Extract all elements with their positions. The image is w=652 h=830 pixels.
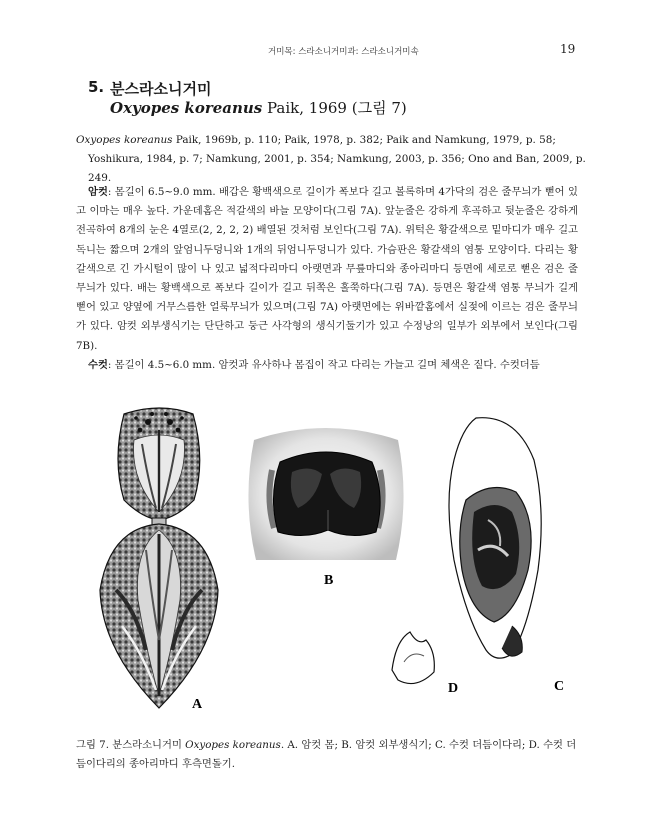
species-number: 5. (88, 78, 105, 96)
panel-label-c: C (554, 679, 565, 694)
synonymy-citations: Paik, 1969b, p. 110; Paik, 1978, p. 382; Paik and Namkung, 1979, p. 58; Yoshikura, 1984, p. 7; Namkung, 2001, p. 354; Namkung, 2003, p. 356; Ono and Ban, 2009, p. 249. (88, 134, 586, 184)
description (76, 183, 578, 375)
species-scientific-heading (110, 97, 407, 118)
panel-label-b: B (324, 573, 334, 588)
male-text: : 몸길이 4.5~6.0 mm. 암컷과 유사하나 몸집이 작고 다리는 가늘고 길며 체색은 짙다. 수컷더듬 (107, 358, 540, 371)
panel-a-female-body (100, 408, 218, 708)
panel-b-epigyne (248, 428, 403, 560)
figure-7 (76, 400, 578, 718)
species-scientific-name: Oxyopes koreanus (110, 99, 263, 117)
female-label: 암컷 (88, 186, 108, 198)
caption-prefix: 그림 7. 분스라소니거미 (76, 739, 186, 751)
panel-d-tibial-apophysis (392, 632, 434, 684)
running-head: 거미목: 스라소니거미과: 스라소니거미속 (268, 47, 419, 57)
synonymy-paragraph (76, 131, 588, 188)
female-paragraph (76, 183, 578, 356)
panel-label-d: D (448, 681, 459, 696)
male-label: 수컷 (88, 358, 108, 371)
synonymy-name: Oxyopes koreanus (76, 134, 173, 146)
female-text: : 몸길이 6.5~9.0 mm. 배갑은 황백색으로 길이가 폭보다 길고 볼록하며 4가닥의 검은 줄무늬가 뻗어 있고 이마는 매우 높다. 가운데홈은 적갈색의 바늘 모양이다(그림 7A). 앞눈줄은 강하게 후곡하고 뒷눈줄은 강하게 전곡하여 8개의 눈은 4열로(2, 2, 2, 2) 배열된 것처럼 보인다(그림 7A). 위턱은 황갈색으로 밑마디가 매우 길고 독니는 짧으며 2개의 앞엄니두덩니와 1개의 뒤엄니두덩니가 있다. 가슴판은 황갈색의 염통 모양이다. 다리는 황갈색으로 긴 가시털이 많이 나 있고 넓적다리마디 아랫면과 무릎마디와 종아리마디 등면에 세로로 뻗은 검은 줄무늬가 있다. 배는 황백색으로 폭보다 길이가 길고 뒤쪽은 홀쭉하다(그림 7A). 등면은 황갈색 염통 무늬가 길게 뻗어 있고 양옆에 거무스름한 얼룩무늬가 있으며(그림 7A) 아랫면에는 위바깥홈에서 실젖에 이르는 검은 줄무늬가 있다. 암컷 외부생식기는 단단하고 둥근 사각형의 생식기둘기가 있고 수정낭의 일부가 외부에서 보인다(그림 7B). (76, 186, 578, 352)
male-paragraph (76, 356, 578, 375)
caption-rest: . A. 암컷 몸; B. 암컷 외부생식기; C. 수컷 더듬이다리; D. 수컷 더듬이다리의 종아리마디 후측면돌기. (76, 739, 577, 770)
species-author-year: Paik, 1969 (그림 7) (262, 99, 407, 117)
panel-c-male-palp (449, 418, 541, 658)
figure-illustration (76, 400, 578, 718)
page-number: 19 (560, 42, 576, 56)
panel-label-a: A (192, 697, 203, 712)
species-korean-name: 분스라소니거미 (110, 80, 212, 98)
caption-scientific-name: Oxyopes koreanus (185, 739, 281, 751)
figure-caption (76, 736, 578, 774)
